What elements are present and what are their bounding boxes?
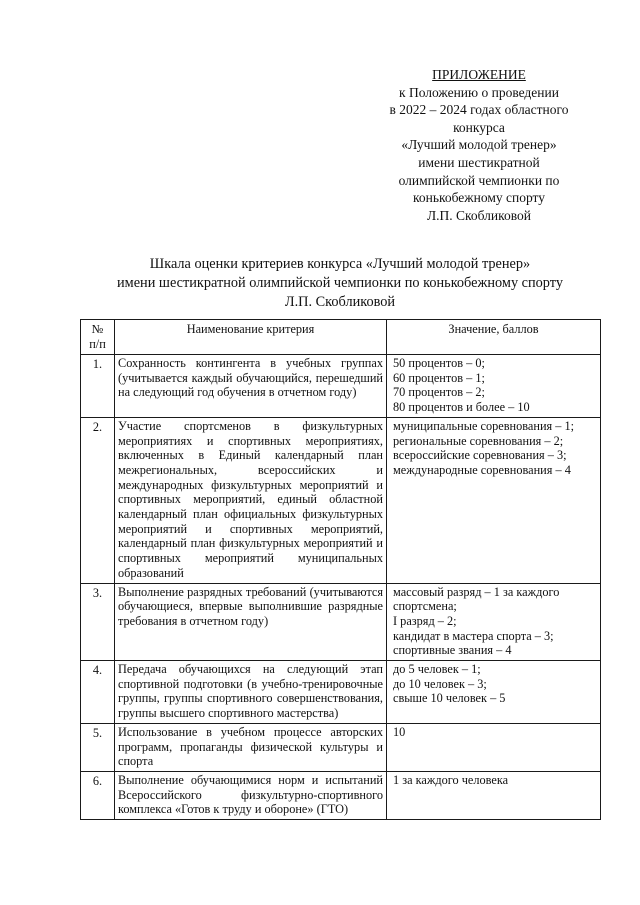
criterion-name: Выполнение обучающимися норм и испытаний Всероссийского физкультурно-спортивного комплекса «Готов к труду и обороне» (ГТО)	[115, 771, 387, 819]
value-line: свыше 10 человек – 5	[393, 691, 506, 706]
scale-title-line: Шкала оценки критериев конкурса «Лучший молодой тренер»	[149, 256, 531, 272]
appendix-line: олимпийской чемпионки по	[398, 172, 560, 188]
value-line: международные соревнования – 4	[393, 462, 571, 477]
header-number-line: №	[91, 322, 104, 336]
criterion-value	[387, 355, 601, 418]
criterion-value	[387, 723, 601, 771]
value-line: до 10 человек – 3;	[393, 676, 487, 691]
criterion-name: Передача обучающихся на следующий этап спортивной подготовки (в учебно-тренировочные группы, группы спортивного совершенствования, группы высшего спортивного мастерства)	[115, 661, 387, 724]
appendix-line: к Положению о проведении	[399, 84, 559, 100]
table-row	[81, 355, 601, 418]
criterion-name: Выполнение разрядных требований (учитываются обучающиеся, впервые выполнившие разрядные требования в отчетном году)	[115, 583, 387, 661]
value-line: всероссийские соревнования – 3;	[393, 448, 567, 463]
table-row	[81, 417, 601, 583]
criterion-value	[387, 661, 601, 724]
scale-title-line: имени шестикратной олимпийской чемпионки по конькобежному спорту	[117, 275, 563, 291]
row-number: 1.	[81, 355, 115, 418]
value-line: I разряд – 2;	[393, 613, 457, 628]
value-line: 60 процентов – 1;	[393, 370, 485, 385]
appendix-line: «Лучший молодой тренер»	[401, 137, 557, 153]
row-number: 4.	[81, 661, 115, 724]
row-number: 5.	[81, 723, 115, 771]
row-number: 3.	[81, 583, 115, 661]
table-row	[81, 583, 601, 661]
header-number	[81, 320, 115, 355]
criterion-value	[387, 417, 601, 583]
appendix-header	[360, 66, 598, 224]
value-line: региональные соревнования – 2;	[393, 433, 564, 448]
value-line: 1 за каждого человека	[393, 772, 509, 787]
value-line: 10	[393, 724, 406, 739]
appendix-line: Л.П. Скобликовой	[426, 207, 532, 223]
appendix-line: конькобежному спорту	[412, 190, 546, 206]
value-line: кандидат в мастера спорта – 3;	[393, 628, 554, 643]
table-row	[81, 723, 601, 771]
criteria-table	[80, 319, 601, 820]
appendix-line: в 2022 – 2024 годах областного	[389, 102, 569, 118]
criterion-value	[387, 583, 601, 661]
value-line: до 5 человек – 1;	[393, 662, 481, 677]
criterion-name: Сохранность контингента в учебных группах (учитывается каждый обучающийся, перешедший на следующий год обучения в отчетном году)	[115, 355, 387, 418]
criterion-value	[387, 771, 601, 819]
value-line: 80 процентов и более – 10	[393, 400, 530, 415]
appendix-line: конкурса	[453, 119, 505, 135]
value-line: 70 процентов – 2;	[393, 385, 485, 400]
value-line: муниципальные соревнования – 1;	[393, 418, 575, 433]
scale-title	[80, 255, 600, 312]
table-row	[81, 771, 601, 819]
scale-title-line: Л.П. Скобликовой	[284, 294, 396, 310]
value-line: спортивные звания – 4	[393, 643, 512, 658]
header-value: Значение, баллов	[387, 320, 601, 355]
value-line: массовый разряд – 1 за каждого спортсмена;	[393, 584, 560, 614]
row-number: 2.	[81, 417, 115, 583]
criterion-name: Участие спортсменов в физкультурных мероприятиях и спортивных мероприятиях, включенных в Единый календарный план межрегиональных, всероссийских и международных физкультурных мероприятий и спортивных мероприятий, единый областной календарный план официальных физкультурных мероприятий и спортивных мероприятий, календарный план физкультурных мероприятий и спортивных мероприятий муниципальных образований	[115, 417, 387, 583]
appendix-line: имени шестикратной	[418, 154, 540, 170]
header-criterion-name: Наименование критерия	[115, 320, 387, 355]
criterion-name: Использование в учебном процессе авторских программ, пропаганды физической культуры и спорта	[115, 723, 387, 771]
table-row	[81, 661, 601, 724]
value-line: 50 процентов – 0;	[393, 356, 485, 370]
header-number-line: п/п	[89, 337, 106, 351]
appendix-title: ПРИЛОЖЕНИЕ	[432, 67, 526, 82]
row-number: 6.	[81, 771, 115, 819]
table-header-row	[81, 320, 601, 355]
